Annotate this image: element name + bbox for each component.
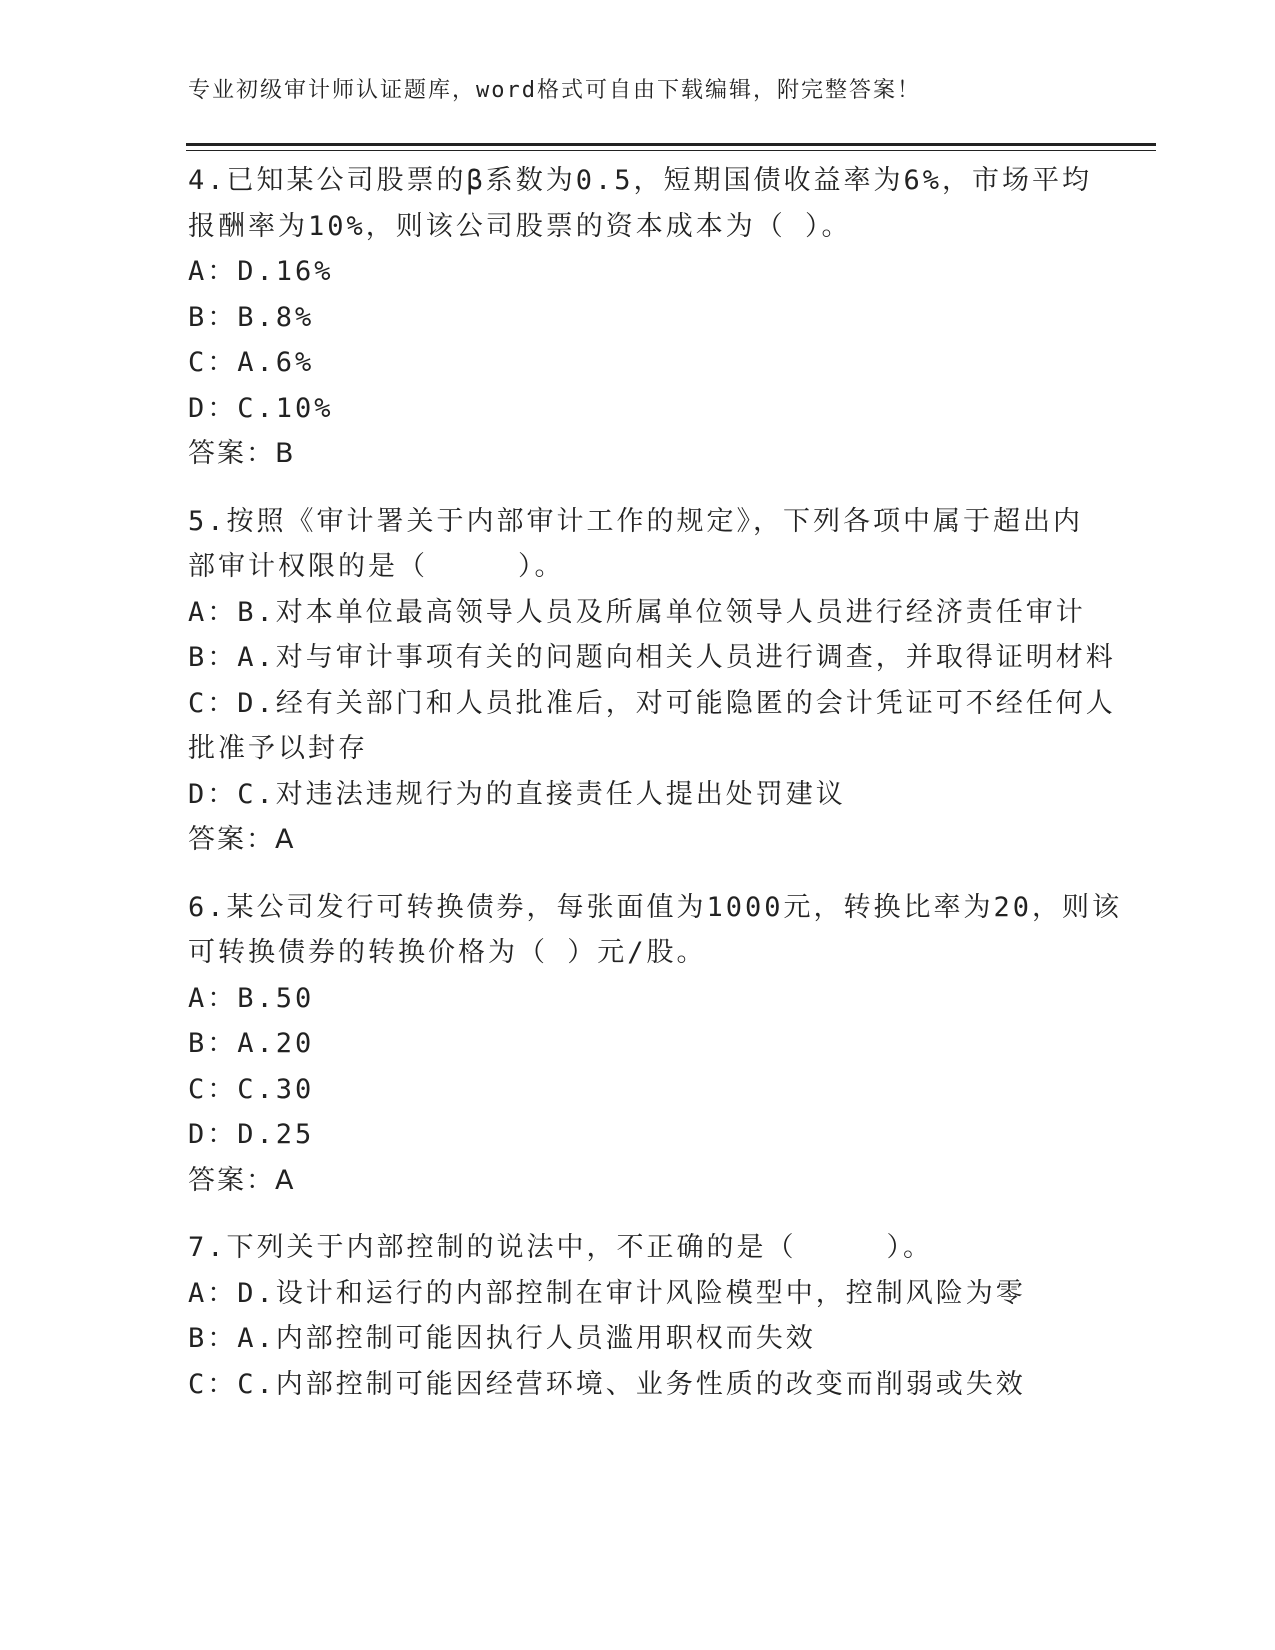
answer-option: B：A.对与审计事项有关的问题向相关人员进行调查，并取得证明材料 [188,642,1116,673]
question-stem: 7.下列关于内部控制的说法中，不正确的是（ ）。 [188,1232,934,1263]
answer-option: A：B.对本单位最高领导人员及所属单位领导人员进行经济责任审计 [188,596,1086,628]
answer-option: A：D.设计和运行的内部控制在审计风险模型中，控制风险为零 [188,1277,1026,1309]
question-stem: 6.某公司发行可转换债券，每张面值为1000元，转换比率为20，则该 [188,891,1123,923]
question-block [188,1225,1088,1407]
document-header: 专业初级审计师认证题库，word格式可自由下载编辑，附完整答案！ [188,78,921,103]
question-block [188,499,1116,863]
answer-key: 答案：B [188,438,296,469]
answer-option: C：C.30 [188,1073,315,1105]
answer-option: A：D.16% [188,256,334,287]
answer-option: C：C.内部控制可能因经营环境、业务性质的改变而削弱或失效 [188,1368,1026,1400]
answer-key: 答案：A [188,1164,296,1196]
answer-option: C：A.6% [188,347,315,378]
answer-option: C：D.经有关部门和人员批准后，对可能隐匿的会计凭证可不经任何人 [188,687,1116,719]
question-stem: 4.已知某公司股票的β系数为0.5，短期国债收益率为6%，市场平均 [188,165,1093,196]
question-list [188,158,1123,1429]
answer-option: B：A.内部控制可能因执行人员滥用职权而失效 [188,1323,816,1354]
answer-option: D：C.10% [188,392,334,424]
question-stem: 部审计权限的是（ ）。 [188,551,565,582]
answer-key: 答案：A [188,824,296,855]
header-rule-thin [186,150,1156,151]
answer-option: B：A.20 [188,1028,315,1059]
question-stem: 报酬率为10%，则该公司股票的资本成本为（ ）。 [188,210,852,242]
answer-option: 批准予以封存 [188,733,368,764]
answer-option: D：C.对违法违规行为的直接责任人提出处罚建议 [188,778,846,810]
header-rule-thick [186,143,1156,146]
question-stem: 5.按照《审计署关于内部审计工作的规定》，下列各项中属于超出内 [188,505,1084,537]
answer-option: B：B.8% [188,301,315,333]
answer-option: A：B.50 [188,982,315,1014]
question-block [188,158,1093,477]
question-stem: 可转换债券的转换价格为（ ）元/股。 [188,937,707,968]
answer-option: D：D.25 [188,1119,315,1150]
question-block [188,885,1123,1204]
